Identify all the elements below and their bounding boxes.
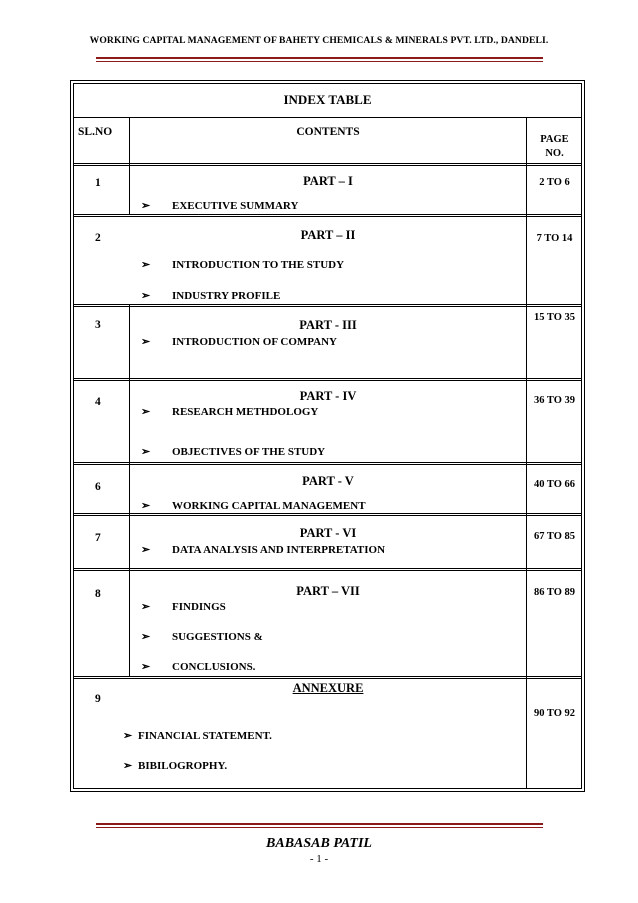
page-number: - 1 - bbox=[309, 853, 329, 865]
row-slno: 1 bbox=[95, 177, 101, 189]
row-divider bbox=[73, 163, 582, 166]
row-divider bbox=[73, 462, 582, 465]
header-rule-thin bbox=[96, 61, 543, 62]
row-item: RESEARCH METHDOLOGY bbox=[172, 406, 319, 418]
row-item: INTRODUCTION TO THE STUDY bbox=[172, 259, 345, 271]
row-divider bbox=[73, 378, 582, 381]
row-part-title: PART – I bbox=[303, 174, 353, 188]
column-divider bbox=[526, 117, 527, 789]
row-divider bbox=[73, 676, 582, 679]
column-header-slno: SL.NO bbox=[78, 126, 113, 138]
header-rule bbox=[96, 57, 543, 59]
row-page: 86 TO 89 bbox=[533, 587, 576, 598]
row-slno: 6 bbox=[95, 481, 101, 493]
row-slno: 4 bbox=[95, 396, 101, 408]
bullet-arrow-icon: ➢ bbox=[141, 336, 151, 348]
column-divider bbox=[129, 304, 130, 676]
bullet-arrow-icon: ➢ bbox=[141, 661, 151, 673]
row-item: OBJECTIVES OF THE STUDY bbox=[172, 446, 326, 458]
row-item: EXECUTIVE SUMMARY bbox=[172, 200, 299, 212]
row-item: FINDINGS bbox=[172, 601, 226, 613]
row-part-title: PART – II bbox=[300, 228, 356, 242]
footer-rule-thin bbox=[96, 827, 543, 828]
column-header-page-no: NO. bbox=[545, 148, 564, 159]
row-slno: 3 bbox=[95, 319, 101, 331]
bullet-arrow-icon: ➢ bbox=[123, 760, 133, 772]
row-divider bbox=[73, 513, 582, 516]
row-page: 90 TO 92 bbox=[533, 708, 576, 719]
row-item: FINANCIAL STATEMENT. bbox=[138, 730, 272, 742]
footer-author: BABASAB PATIL bbox=[266, 836, 372, 851]
row-divider bbox=[73, 117, 582, 118]
row-page: 67 TO 85 bbox=[533, 531, 576, 542]
bullet-arrow-icon: ➢ bbox=[141, 290, 151, 302]
row-item: INTRODUCTION OF COMPANY bbox=[172, 336, 337, 348]
bullet-arrow-icon: ➢ bbox=[141, 544, 151, 556]
column-header-contents: CONTENTS bbox=[296, 126, 360, 138]
row-divider bbox=[73, 568, 582, 571]
row-item: DATA ANALYSIS AND INTERPRETATION bbox=[172, 544, 386, 556]
row-page: 15 TO 35 bbox=[533, 312, 576, 323]
bullet-arrow-icon: ➢ bbox=[141, 446, 151, 458]
page-header: WORKING CAPITAL MANAGEMENT OF BAHETY CHEMICALS & MINERALS PVT. LTD., DANDELI. bbox=[89, 35, 549, 46]
bullet-arrow-icon: ➢ bbox=[141, 631, 151, 643]
row-slno: 7 bbox=[95, 532, 101, 544]
row-part-title: PART – VII bbox=[296, 584, 360, 598]
row-part-title: PART - VI bbox=[299, 526, 357, 540]
row-item: INDUSTRY PROFILE bbox=[172, 290, 281, 302]
row-part-title: PART - V bbox=[302, 474, 354, 488]
table-title: INDEX TABLE bbox=[283, 92, 372, 107]
row-slno: 2 bbox=[95, 232, 101, 244]
bullet-arrow-icon: ➢ bbox=[123, 730, 133, 742]
row-item: SUGGESTIONS & bbox=[172, 631, 263, 643]
row-slno: 8 bbox=[95, 588, 101, 600]
row-item: BIBILOGROPHY. bbox=[138, 760, 228, 772]
row-divider bbox=[73, 214, 582, 217]
row-divider bbox=[73, 304, 582, 307]
row-part-title: ANNEXURE bbox=[292, 681, 364, 695]
bullet-arrow-icon: ➢ bbox=[141, 406, 151, 418]
row-page: 36 TO 39 bbox=[533, 395, 576, 406]
row-page: 40 TO 66 bbox=[533, 479, 576, 490]
row-part-title: PART - IV bbox=[299, 389, 357, 403]
row-item: CONCLUSIONS. bbox=[172, 661, 256, 673]
bullet-arrow-icon: ➢ bbox=[141, 500, 151, 512]
row-page: 2 TO 6 bbox=[539, 177, 570, 188]
column-header-page: PAGE bbox=[540, 134, 569, 145]
bullet-arrow-icon: ➢ bbox=[141, 601, 151, 613]
row-item: WORKING CAPITAL MANAGEMENT bbox=[172, 500, 366, 512]
row-page: 7 TO 14 bbox=[536, 233, 573, 244]
bullet-arrow-icon: ➢ bbox=[141, 200, 151, 212]
footer-rule bbox=[96, 823, 543, 825]
row-slno: 9 bbox=[95, 693, 101, 705]
bullet-arrow-icon: ➢ bbox=[141, 259, 151, 271]
row-part-title: PART - III bbox=[299, 318, 357, 332]
